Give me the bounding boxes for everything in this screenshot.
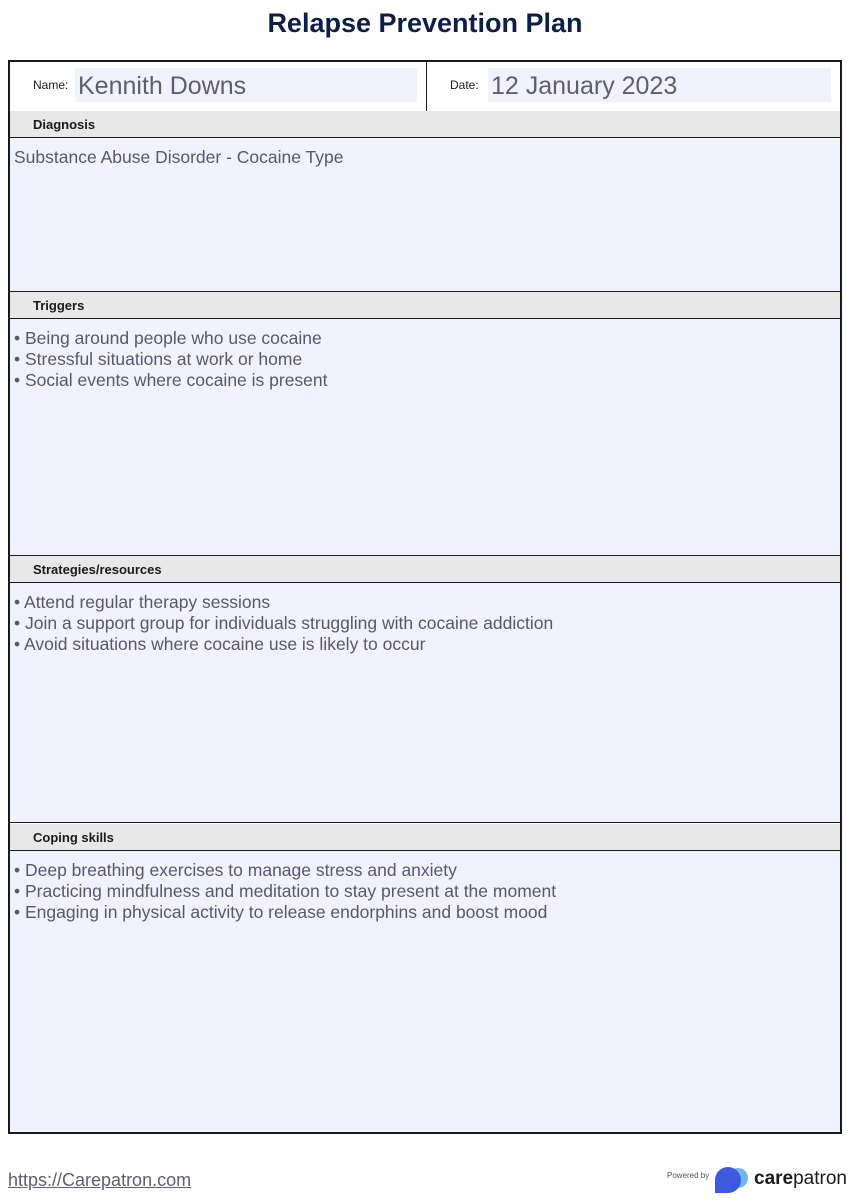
strategy-item: • Avoid situations where cocaine use is likely to occur [14, 634, 426, 654]
strategy-item: • Join a support group for individuals struggling with cocaine addiction [14, 613, 554, 633]
name-label: Name: [33, 78, 69, 92]
coping-item: • Practicing mindfulness and meditation to stay present at the moment [14, 881, 557, 901]
coping-item: • Deep breathing exercises to manage stress and anxiety [14, 860, 457, 880]
powered-by-text: Powered by [667, 1171, 710, 1180]
header-row [10, 62, 840, 112]
relapse-prevention-form [8, 60, 842, 1134]
trigger-item: • Social events where cocaine is present [14, 370, 328, 390]
coping-header [10, 824, 840, 851]
triggers-header [10, 292, 840, 319]
date-cell [427, 62, 840, 111]
name-cell [10, 62, 427, 111]
strategies-field[interactable] [10, 583, 840, 823]
carepatron-link[interactable]: https://Carepatron.com [8, 1170, 192, 1190]
coping-label: Coping skills [33, 830, 114, 845]
diagnosis-field[interactable] [10, 138, 840, 292]
diagnosis-label: Diagnosis [33, 117, 96, 132]
coping-field[interactable] [10, 851, 840, 1132]
diagnosis-line: Substance Abuse Disorder - Cocaine Type [14, 147, 344, 167]
strategies-label: Strategies/resources [33, 562, 162, 577]
strategies-header [10, 556, 840, 583]
carepatron-logo-icon [715, 1167, 751, 1193]
triggers-label: Triggers [33, 298, 85, 313]
trigger-item: • Stressful situations at work or home [14, 349, 303, 369]
diagnosis-header [10, 111, 840, 138]
page-title: Relapse Prevention Plan [267, 8, 583, 38]
coping-item: • Engaging in physical activity to release endorphins and boost mood [14, 902, 548, 922]
triggers-field[interactable] [10, 319, 840, 556]
strategy-item: • Attend regular therapy sessions [14, 592, 271, 612]
trigger-item: • Being around people who use cocaine [14, 328, 322, 348]
carepatron-logo-text [754, 1168, 847, 1190]
logo-text-bold: care [754, 1168, 794, 1189]
logo-text-regular: patron [793, 1168, 847, 1189]
date-field[interactable]: 12 January 2023 [488, 68, 831, 102]
logo-shape-dark [715, 1167, 741, 1193]
date-label: Date: [450, 78, 479, 92]
name-field[interactable]: Kennith Downs [75, 68, 417, 102]
